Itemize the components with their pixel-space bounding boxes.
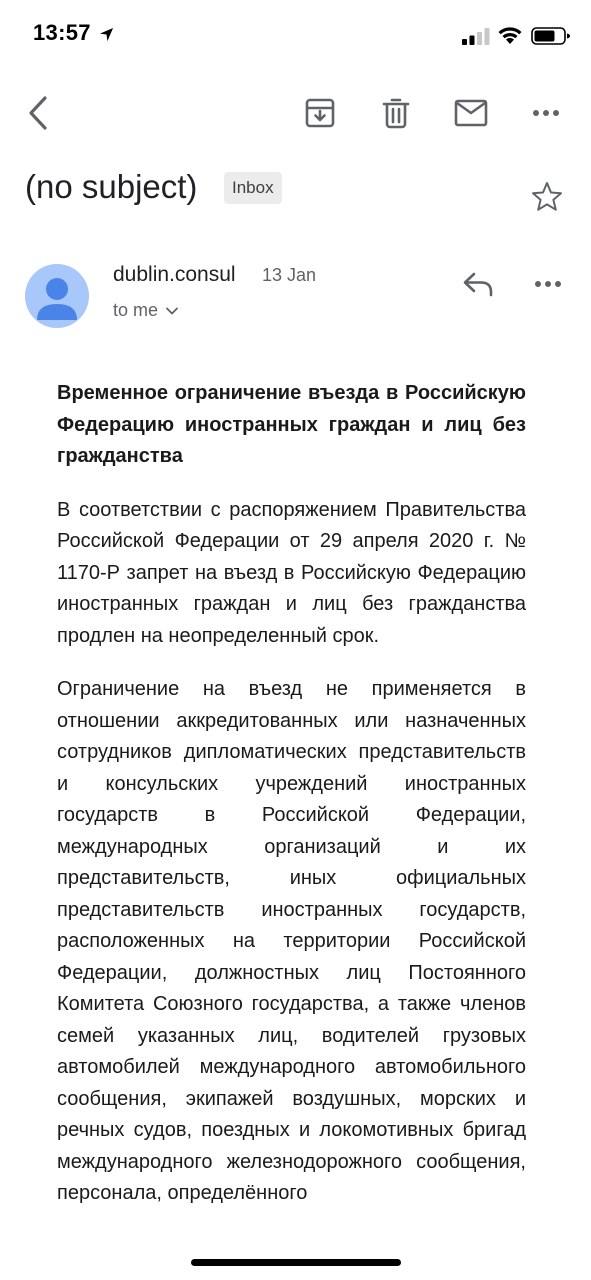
- sender-name[interactable]: dublin.consul: [113, 263, 236, 286]
- body-paragraph: Ограничение на въезд не применяется в отношении аккредитованных или назначенных сотрудников дипломатических представительств и консульских учреждений иностранных государств в Российской Федерации, международных организаций и их представительств, иных официальных представительств иностранных государств, расположенных на территории Российской Федерации, должностных лиц Постоянного Комитета Союзного государства, а также членов семей указанных лиц, водителей грузовых автомобилей международного автомобильного сообщения, экипажей воздушных, морских и речных судов, поездных и локомотивных бригад международного железнодорожного сообщения, персонала, определённого: [57, 678, 526, 1204]
- trash-icon: [381, 97, 411, 129]
- more-horizontal-icon: [534, 280, 562, 288]
- home-indicator[interactable]: [191, 1259, 401, 1266]
- body-heading: Временное ограничение въезда в Российскую Федерацию иностранных граждан и лиц без гражданства: [57, 382, 526, 467]
- location-arrow-icon: [99, 27, 114, 47]
- person-icon: [25, 264, 89, 328]
- star-button[interactable]: [530, 180, 564, 214]
- star-icon: [530, 180, 564, 214]
- mark-unread-button[interactable]: [447, 85, 495, 141]
- archive-icon: [304, 97, 336, 129]
- status-bar: [0, 0, 591, 70]
- reply-button[interactable]: [455, 264, 501, 304]
- archive-button[interactable]: [296, 85, 344, 141]
- message-more-button[interactable]: [526, 264, 570, 304]
- more-horizontal-icon: [532, 109, 560, 117]
- more-options-button[interactable]: [522, 85, 570, 141]
- reply-icon: [462, 271, 494, 297]
- subject-row: [25, 168, 565, 218]
- sender-avatar[interactable]: [25, 264, 89, 328]
- battery-icon: [531, 27, 571, 50]
- recipient-label: to me: [113, 300, 159, 320]
- email-body: [57, 378, 526, 1232]
- back-arrow-icon: [26, 95, 50, 131]
- back-button[interactable]: [14, 85, 62, 141]
- body-paragraph: В соответствии с распоряжением Правительства Российской Федерации от 29 апреля 2020 г. № 1170-Р запрет на въезд в Российскую Федерацию иностранных граждан и лиц без гражданства продлен на неопределенный срок.: [57, 498, 526, 647]
- recipient-details-toggle[interactable]: [113, 300, 178, 321]
- email-toolbar: [0, 85, 591, 141]
- delete-button[interactable]: [372, 85, 420, 141]
- mail-icon: [454, 99, 488, 127]
- wifi-icon: [497, 25, 523, 50]
- status-time: 13:57: [33, 20, 91, 45]
- email-subject: (no subject): [25, 168, 198, 205]
- sent-date: 13 Jan: [262, 265, 317, 285]
- inbox-label-chip[interactable]: Inbox: [224, 172, 282, 204]
- chevron-down-icon: [166, 307, 178, 315]
- signal-icon: [462, 28, 490, 50]
